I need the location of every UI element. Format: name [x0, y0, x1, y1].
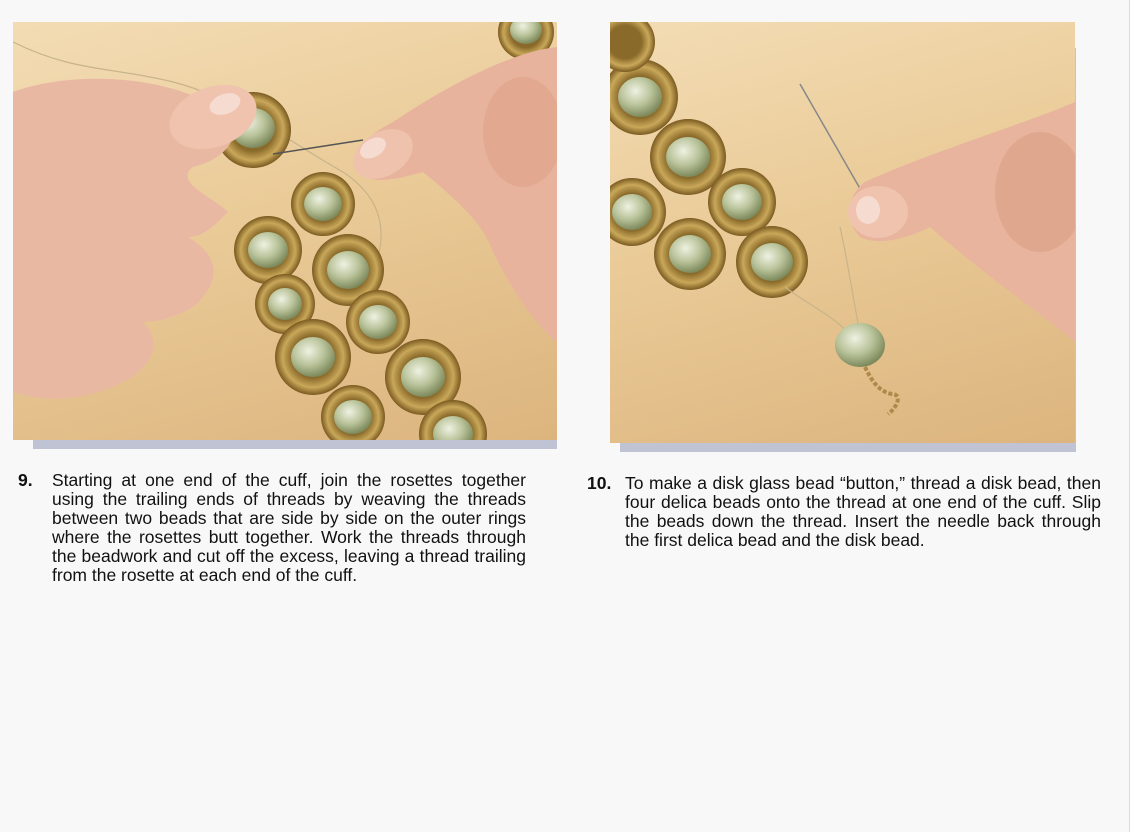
step-text: Starting at one end of the cuff, join the rosettes together using the trailing ends of threads by weaving the threads between two beads that are side by side on the outer rings where the rosettes butt together. Work the threads through the beadwork and cut off the excess, leaving a thread trailing from the rosette at each end of the cuff.: [52, 470, 526, 585]
step-10-photo-art: [610, 22, 1075, 443]
disk-bead: [835, 323, 885, 367]
hand: [848, 102, 1075, 342]
rosettes: [610, 22, 808, 298]
page-edge: [1130, 0, 1148, 832]
step-9-photo: [13, 22, 557, 440]
step-10-photo: [610, 22, 1075, 443]
step-number: 9.: [18, 470, 33, 490]
step-number: 10.: [587, 473, 612, 493]
left-hand: [13, 73, 266, 398]
step-9-photo-art: [13, 22, 557, 440]
step-text: To make a disk glass bead “button,” thread a disk bead, then four delica beads onto the thread at one end of the cuff. Slip the beads down the thread. Insert the needle back through the first delica bead and the disk bead.: [625, 473, 1101, 550]
